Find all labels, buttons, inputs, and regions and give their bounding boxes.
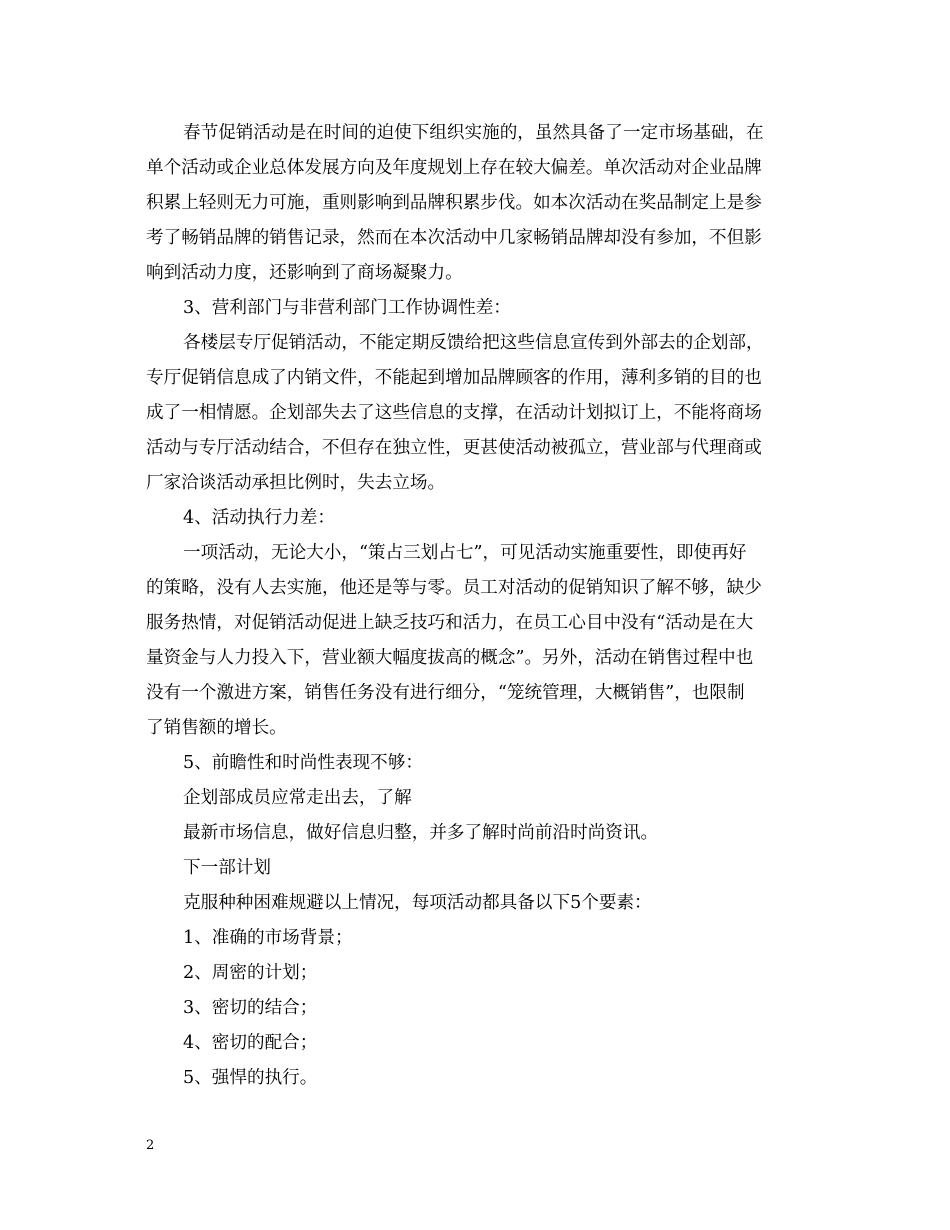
text-line: 单个活动或企业总体发展方向及年度规划上存在较大偏差。单次活动对企业品牌 <box>146 158 762 178</box>
text-line: 专厅促销信息成了内销文件，不能起到增加品牌顾客的作用，薄利多销的目的也 <box>146 368 762 388</box>
text-line: 的策略，没有人去实施，他还是等与零。员工对活动的促销知识了解不够，缺少 <box>146 578 762 598</box>
text-line: 一项活动，无论大小，“策占三划占七”，可见活动实施重要性，即使再好 <box>183 543 747 563</box>
text-line: 春节促销活动是在时间的迫使下组织实施的，虽然具备了一定市场基础，在 <box>183 123 764 143</box>
text-line: 服务热情，对促销活动促进上缺乏技巧和活力，在员工心目中没有“活动是在大 <box>146 613 754 633</box>
page-number: 2 <box>146 1138 155 1153</box>
text-line: 没有一个激进方案，销售任务没有进行细分，“笼统管理，大概销售”，也限制 <box>146 683 745 703</box>
list-item: 4、密切的配合； <box>183 1033 318 1053</box>
text-line: 量资金与人力投入下，营业额大幅度拔高的概念”。另外，活动在销售过程中也 <box>146 648 754 668</box>
text-line: 了销售额的增长。 <box>146 718 287 738</box>
text-line: 积累上轻则无力可施，重则影响到品牌积累步伐。如本次活动在奖品制定上是参 <box>146 193 762 213</box>
text-line: 厂家洽谈活动承担比例时，失去立场。 <box>146 473 446 493</box>
text-line: 克服种种困难规避以上情况，每项活动都具备以下5个要素： <box>183 893 652 913</box>
text-line: 考了畅销品牌的销售记录，然而在本次活动中几家畅销品牌却没有参加，不但影 <box>146 228 762 248</box>
list-item: 1、准确的市场背景； <box>183 928 353 948</box>
document-body <box>146 116 806 1096</box>
list-item: 5、强悍的执行。 <box>183 1068 318 1088</box>
list-item: 2、周密的计划； <box>183 963 318 983</box>
section-heading: 3、营利部门与非营利部门工作协调性差： <box>183 298 511 318</box>
text-line: 活动与专厅活动结合，不但存在独立性，更甚使活动被孤立，营业部与代理商或 <box>146 438 762 458</box>
list-item: 3、密切的结合； <box>183 998 318 1018</box>
section-heading: 5、前瞻性和时尚性表现不够： <box>183 753 423 773</box>
section-heading: 下一部计划 <box>183 858 271 878</box>
text-line: 成了一相情愿。企划部失去了这些信息的支撑，在活动计划拟订上，不能将商场 <box>146 403 762 423</box>
text-line: 各楼层专厅促销活动，不能定期反馈给把这些信息宣传到外部去的企划部， <box>183 333 764 353</box>
text-line: 最新市场信息，做好信息归整，并多了解时尚前沿时尚资讯。 <box>183 823 659 843</box>
text-line: 企划部成员应常走出去，了解 <box>183 788 412 808</box>
body-text <box>146 116 806 1096</box>
section-heading: 4、活动执行力差： <box>183 508 335 528</box>
text-line: 响到活动力度，还影响到了商场凝聚力。 <box>146 263 463 283</box>
